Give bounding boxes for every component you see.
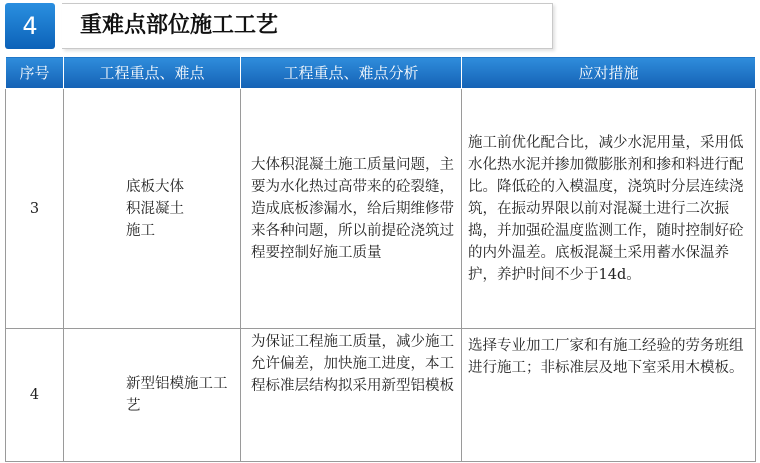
row-item: 底板大体积混凝土施工 <box>64 89 241 329</box>
slide-header <box>0 0 760 56</box>
column-header-number: 序号 <box>6 57 64 89</box>
table-row <box>6 329 756 462</box>
row-number: 3 <box>6 89 64 329</box>
table-header-row <box>6 57 756 89</box>
row-measure: 选择专业加工厂家和有施工经验的劳务班组进行施工；非标准层及地下室采用木模板。 <box>462 329 756 462</box>
table-row <box>6 89 756 329</box>
row-measure: 施工前优化配合比，减少水泥用量，采用低水化热水泥并掺加微膨胀剂和掺和料进行配比。降低砼的入模温度，浇筑时分层连续浇筑，在振动界限以前对混凝土进行二次振捣，并加强砼温度监测工作，随时控制好砼的内外温差。底板混凝土采用蓄水保温养护，养护时间不少于14d。 <box>462 89 756 329</box>
column-header-item: 工程重点、难点 <box>64 57 241 89</box>
column-header-analysis: 工程重点、难点分析 <box>241 57 462 89</box>
row-analysis: 大体积混凝土施工质量问题，主要为水化热过高带来的砼裂缝，造成底板渗漏水，给后期维修带来各种问题，所以前提砼浇筑过程要控制好施工质量 <box>241 89 462 329</box>
column-header-measure: 应对措施 <box>462 57 756 89</box>
row-item: 新型铝模施工工艺 <box>64 329 241 462</box>
row-analysis: 为保证工程施工质量，减少施工允许偏差，加快施工进度，本工程标准层结构拟采用新型铝模板 <box>241 329 462 462</box>
section-number-badge: 4 <box>5 3 55 49</box>
page-title: 重难点部位施工工艺 <box>80 13 279 38</box>
row-number: 4 <box>6 329 64 462</box>
key-difficulties-table <box>5 56 756 462</box>
